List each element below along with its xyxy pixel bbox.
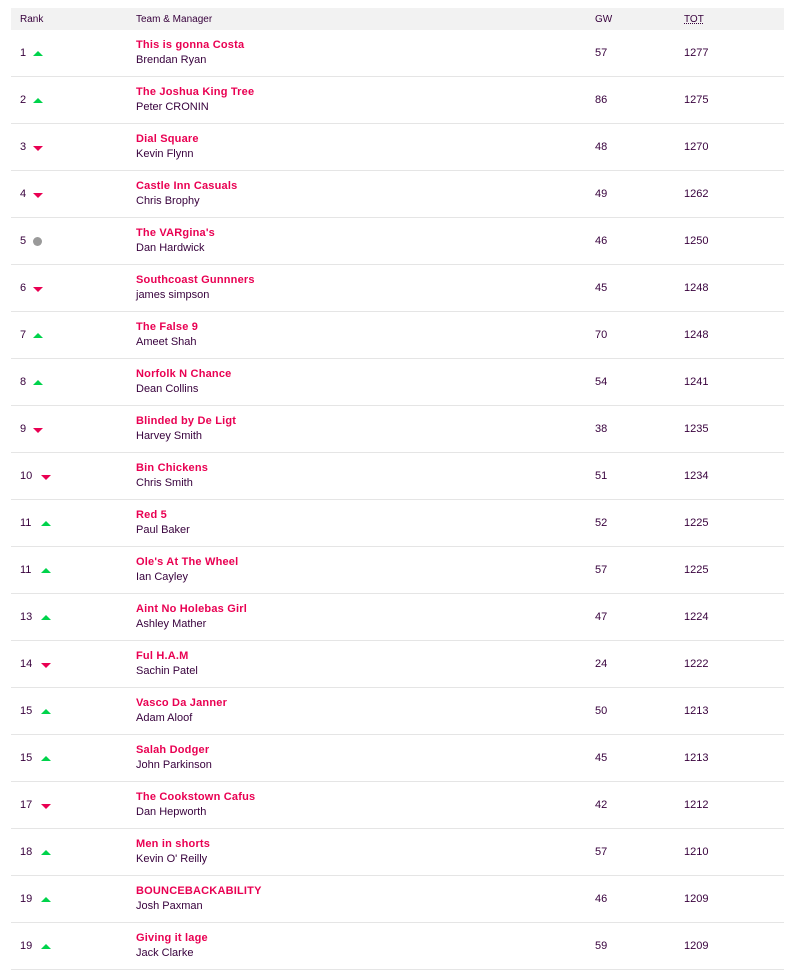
manager-name: Ashley Mather [136,618,207,630]
gameweek-points: 57 [595,564,608,576]
manager-name: Chris Smith [136,477,193,489]
rank-value: 5 [20,235,27,247]
gameweek-points: 57 [595,47,608,59]
total-points: 1250 [684,235,709,247]
total-points: 1248 [684,329,709,341]
rank-value: 4 [20,188,27,200]
team-name-link[interactable]: Salah Dodger [136,744,210,756]
gameweek-points: 52 [595,517,608,529]
rank-value: 3 [20,141,27,153]
gameweek-points: 70 [595,329,608,341]
rank-up-arrow-icon [41,521,51,526]
rank-value: 19 [20,893,33,905]
rank-up-arrow-icon [41,944,51,949]
manager-name: Ian Cayley [136,571,188,583]
manager-name: Adam Aloof [136,712,193,724]
total-points: 1234 [684,470,709,482]
rank-down-arrow-icon [33,428,43,433]
total-points: 1209 [684,893,709,905]
rank-down-arrow-icon [41,475,51,480]
team-manager-column-header: Team & Manager [136,14,213,25]
gameweek-points: 46 [595,893,608,905]
gameweek-points: 57 [595,846,608,858]
total-points: 1209 [684,940,709,952]
rank-value: 15 [20,705,33,717]
standings-rows [11,30,784,970]
manager-name: Brendan Ryan [136,54,207,66]
table-row [11,500,784,547]
rank-value: 15 [20,752,33,764]
table-row [11,641,784,688]
rank-up-arrow-icon [41,615,51,620]
team-name-link[interactable]: The False 9 [136,321,199,333]
rank-up-arrow-icon [41,756,51,761]
gameweek-points: 51 [595,470,608,482]
rank-value: 6 [20,282,27,294]
team-name-link[interactable]: Aint No Holebas Girl [136,603,247,615]
rank-value: 9 [20,423,27,435]
team-name-link[interactable]: Vasco Da Janner [136,697,228,709]
rank-value: 17 [20,799,33,811]
rank-up-arrow-icon [33,51,43,56]
gameweek-points: 24 [595,658,608,670]
table-row [11,876,784,923]
rank-value: 10 [20,470,33,482]
table-row [11,218,784,265]
standings-table [11,8,784,970]
table-row [11,359,784,406]
rank-column-header: Rank [20,14,44,25]
total-points: 1235 [684,423,709,435]
total-points: 1213 [684,705,709,717]
manager-name: Chris Brophy [136,195,200,207]
team-name-link[interactable]: Ful H.A.M [136,650,189,662]
total-points: 1275 [684,94,709,106]
table-row [11,735,784,782]
team-name-link[interactable]: Men in shorts [136,838,211,850]
total-points: 1241 [684,376,709,388]
rank-same-dot-icon [33,237,42,246]
manager-name: Sachin Patel [136,665,198,677]
rank-up-arrow-icon [41,568,51,573]
rank-value: 8 [20,376,27,388]
rank-up-arrow-icon [41,709,51,714]
rank-up-arrow-icon [41,897,51,902]
table-row [11,312,784,359]
manager-name: Kevin Flynn [136,148,194,160]
team-name-link[interactable]: Giving it lage [136,932,208,944]
total-points: 1212 [684,799,709,811]
team-name-link[interactable]: Dial Square [136,133,199,145]
table-row [11,782,784,829]
gameweek-points: 45 [595,752,608,764]
manager-name: Harvey Smith [136,430,203,442]
top-bar [0,0,793,8]
table-header [11,8,784,30]
manager-name: Dan Hardwick [136,242,205,254]
manager-name: Peter CRONIN [136,101,209,113]
gameweek-points: 47 [595,611,608,623]
total-points: 1224 [684,611,709,623]
total-points: 1248 [684,282,709,294]
gameweek-points: 45 [595,282,608,294]
rank-up-arrow-icon [33,333,43,338]
manager-name: Dean Collins [136,383,199,395]
table-row [11,406,784,453]
rank-down-arrow-icon [41,663,51,668]
rank-up-arrow-icon [33,98,43,103]
gameweek-points: 48 [595,141,608,153]
gameweek-points: 42 [595,799,608,811]
table-row [11,923,784,970]
gameweek-points: 50 [595,705,608,717]
manager-name: Jack Clarke [136,947,194,959]
gameweek-points: 54 [595,376,608,388]
total-points: 1222 [684,658,709,670]
team-name-link[interactable]: BOUNCEBACKABILITY [136,885,262,897]
team-name-link[interactable]: The Joshua King Tree [136,86,255,98]
team-name-link[interactable]: The Cookstown Cafus [136,791,256,803]
total-points: 1277 [684,47,709,59]
team-name-link[interactable]: Southcoast Gunnners [136,274,255,286]
rank-down-arrow-icon [33,146,43,151]
rank-down-arrow-icon [41,804,51,809]
manager-name: Josh Paxman [136,900,203,912]
rank-value: 11 [20,564,32,576]
manager-name: John Parkinson [136,759,212,771]
gameweek-points: 38 [595,423,608,435]
team-name-link[interactable]: Castle Inn Casuals [136,180,238,192]
total-points: 1213 [684,752,709,764]
rank-down-arrow-icon [33,287,43,292]
table-row [11,829,784,876]
total-points: 1270 [684,141,709,153]
manager-name: james simpson [136,289,210,301]
rank-value: 14 [20,658,33,670]
table-row [11,594,784,641]
total-points: 1210 [684,846,709,858]
rank-value: 7 [20,329,27,341]
team-name-link[interactable]: The VARgina's [136,227,215,239]
team-name-link[interactable]: This is gonna Costa [136,39,245,51]
table-row [11,30,784,77]
rank-up-arrow-icon [41,850,51,855]
rank-value: 1 [20,47,27,59]
team-name-link[interactable]: Bin Chickens [136,462,209,474]
total-column-header[interactable]: TOT [684,14,704,25]
table-row [11,171,784,218]
table-row [11,265,784,312]
rank-up-arrow-icon [33,380,43,385]
team-name-link[interactable]: Blinded by De Ligt [136,415,237,427]
table-row [11,547,784,594]
table-row [11,453,784,500]
total-points: 1225 [684,564,709,576]
rank-value: 19 [20,940,33,952]
rank-down-arrow-icon [33,193,43,198]
table-row [11,124,784,171]
gameweek-points: 49 [595,188,608,200]
gameweek-column-header: GW [595,14,613,25]
manager-name: Kevin O' Reilly [136,853,208,865]
table-row [11,688,784,735]
rank-value: 11 [20,517,32,529]
team-name-link[interactable]: Norfolk N Chance [136,368,232,380]
team-name-link[interactable]: Red 5 [136,509,167,521]
manager-name: Paul Baker [136,524,190,536]
rank-value: 2 [20,94,27,106]
manager-name: Dan Hepworth [136,806,207,818]
team-name-link[interactable]: Ole's At The Wheel [136,556,239,568]
gameweek-points: 59 [595,940,608,952]
gameweek-points: 46 [595,235,608,247]
table-row [11,77,784,124]
total-points: 1262 [684,188,709,200]
manager-name: Ameet Shah [136,336,197,348]
rank-value: 13 [20,611,33,623]
total-points: 1225 [684,517,709,529]
gameweek-points: 86 [595,94,608,106]
rank-value: 18 [20,846,33,858]
